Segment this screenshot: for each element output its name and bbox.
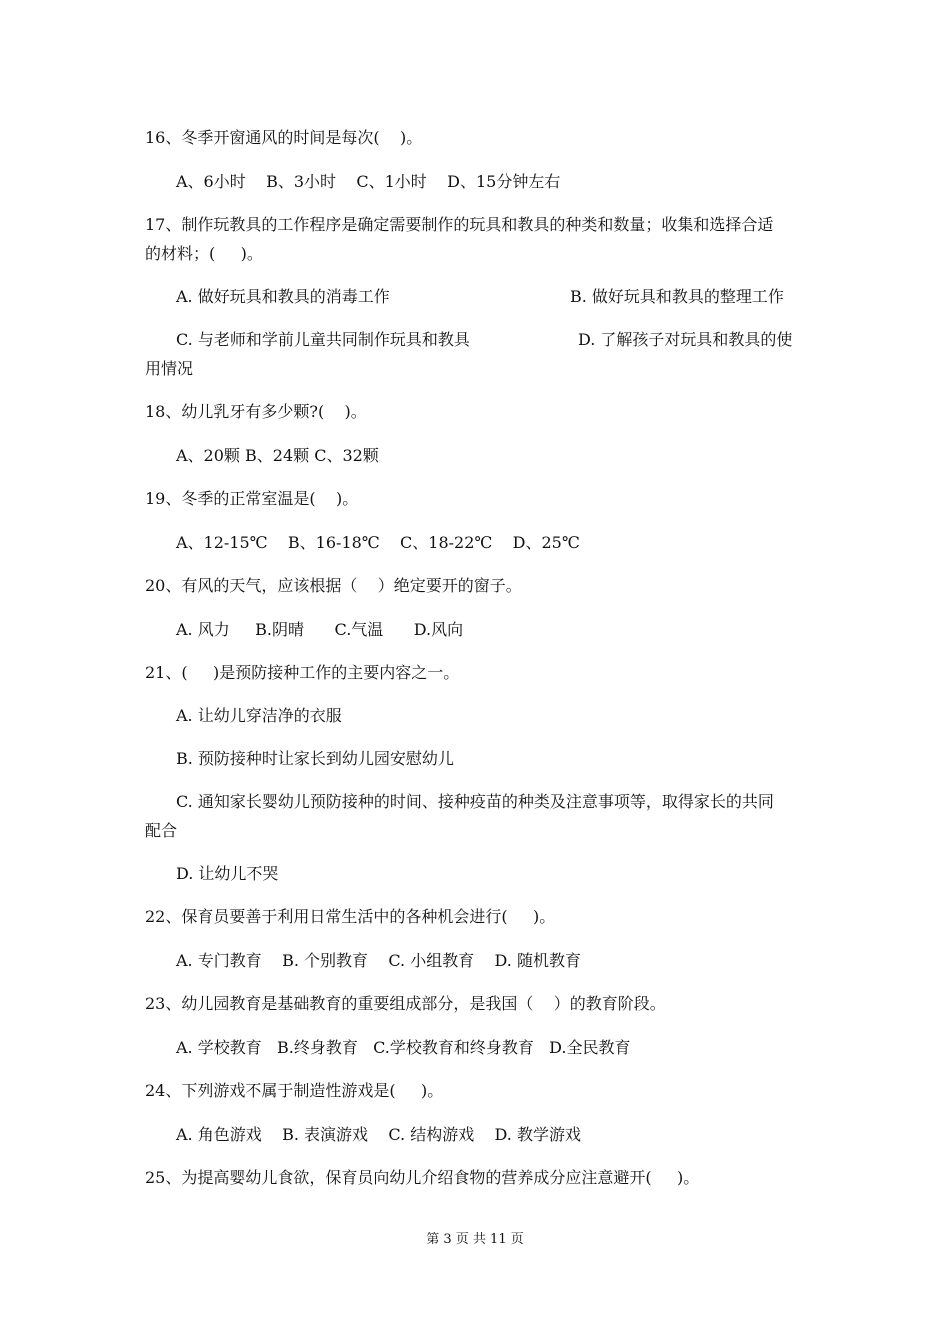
question-21: 21、( )是预防接种工作的主要内容之一。 [145, 663, 460, 682]
question-18: 18、幼儿乳牙有多少颗?( )。 [145, 402, 367, 421]
question-16-options: A、6小时 B、3小时 C、1小时 D、15分钟左右 [176, 172, 561, 191]
question-22-options: A. 专门教育 B. 个别教育 C. 小组教育 D. 随机教育 [176, 951, 581, 970]
question-17-option-d: D. 了解孩子对玩具和教具的使 [578, 330, 793, 349]
page-footer: 第 3 页 共 11 页 [426, 1232, 524, 1247]
question-17-line-1: 17、制作玩教具的工作程序是确定需要制作的玩具和教具的种类和数量；收集和选择合适 [145, 215, 774, 234]
question-17-option-a: A. 做好玩具和教具的消毒工作 [176, 287, 390, 306]
question-16: 16、冬季开窗通风的时间是每次( )。 [145, 128, 423, 147]
question-24-options: A. 角色游戏 B. 表演游戏 C. 结构游戏 D. 教学游戏 [176, 1125, 581, 1144]
question-20-options: A. 风力 B.阴晴 C.气温 D.风向 [176, 620, 464, 639]
question-23-options: A. 学校教育 B.终身教育 C.学校教育和终身教育 D.全民教育 [176, 1038, 631, 1057]
question-19: 19、冬季的正常室温是( )。 [145, 489, 359, 508]
question-23: 23、幼儿园教育是基础教育的重要组成部分，是我国（ ）的教育阶段。 [145, 994, 666, 1013]
question-17-option-d-continued: 用情况 [145, 359, 194, 378]
question-21-option-a: A. 让幼儿穿洁净的衣服 [176, 706, 342, 725]
question-21-option-c: C. 通知家长婴幼儿预防接种的时间、接种疫苗的种类及注意事项等，取得家长的共同 [176, 792, 774, 811]
question-17-option-c: C. 与老师和学前儿童共同制作玩具和教具 [176, 330, 470, 349]
question-21-option-b: B. 预防接种时让家长到幼儿园安慰幼儿 [176, 749, 454, 768]
question-22: 22、保育员要善于利用日常生活中的各种机会进行( )。 [145, 907, 556, 926]
question-21-option-c-continued: 配合 [145, 821, 178, 840]
question-21-option-d: D. 让幼儿不哭 [176, 864, 279, 883]
question-17-line-2: 的材料；( )。 [145, 244, 263, 263]
question-17-option-b: B. 做好玩具和教具的整理工作 [570, 287, 784, 306]
question-25: 25、为提高婴幼儿食欲，保育员向幼儿介绍食物的营养成分应注意避开( )。 [145, 1168, 700, 1187]
question-20: 20、有风的天气，应该根据（ ）绝定要开的窗子。 [145, 576, 522, 595]
question-19-options: A、12-15℃ B、16-18℃ C、18-22℃ D、25℃ [176, 533, 580, 552]
question-18-options: A、20颗 B、24颗 C、32颗 [176, 446, 379, 465]
question-24: 24、下列游戏不属于制造性游戏是( )。 [145, 1081, 444, 1100]
